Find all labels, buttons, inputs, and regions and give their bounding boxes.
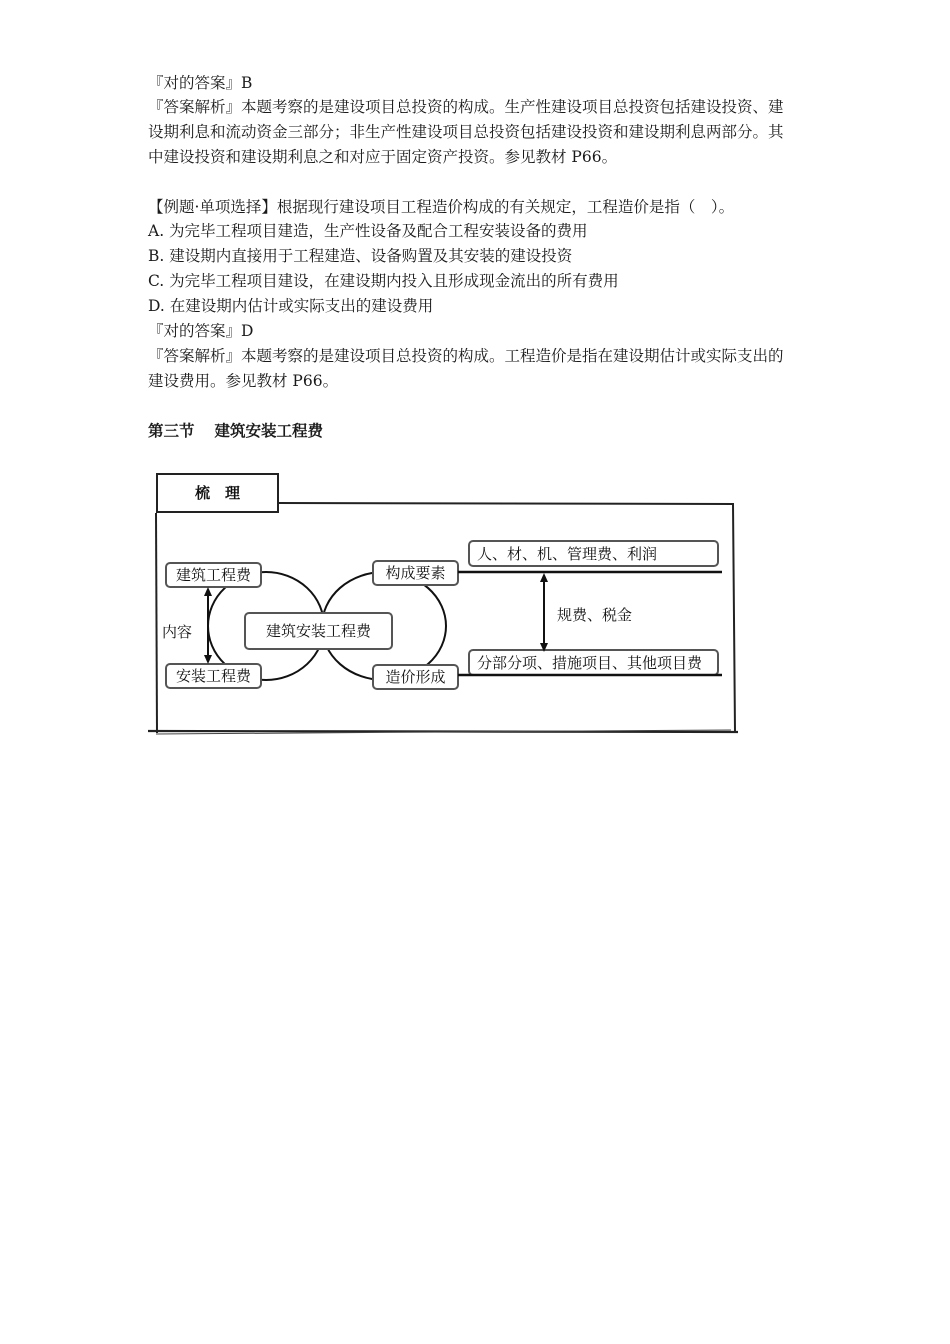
right-bottom-box: 分部分项、措施项目、其他项目费 xyxy=(477,653,703,672)
section-number: 第三节 xyxy=(148,422,195,440)
q2-stem: 【例题·单项选择】根据现行建设项目工程造价构成的有关规定，工程造价是指（ ）。 xyxy=(148,198,735,216)
right-middle-label: 规费、税金 xyxy=(557,606,633,624)
q2-option-a: A. 为完毕工程项目建造，生产性设备及配合工程安装设备的费用 xyxy=(148,222,588,240)
left-top-box: 建筑工程费 xyxy=(175,566,251,584)
diagram-tab-title: 梳 理 xyxy=(194,484,240,502)
q1-answer: 『对的答案』B xyxy=(148,74,253,92)
q2-option-d: D. 在建设期内估计或实际支出的建设费用 xyxy=(148,297,434,315)
mid-bottom-box: 造价形成 xyxy=(385,668,446,686)
q1-analysis-line-2: 设期利息和流动资金三部分；非生产性建设项目总投资包括建设投资和建设期利息两部分。其 xyxy=(148,123,784,141)
section-title: 建筑安装工程费 xyxy=(214,422,324,440)
left-side-label: 内容 xyxy=(162,623,193,641)
q1-analysis-line-3: 中建设投资和建设期利息之和对应于固定资产投资。参见教材 P66。 xyxy=(148,148,618,166)
right-top-box: 人、材、机、管理费、利润 xyxy=(477,544,658,563)
q2-option-b: B. 建设期内直接用于工程建造、设备购置及其安装的建设投资 xyxy=(148,247,573,265)
section-heading xyxy=(148,420,323,442)
overview-diagram xyxy=(146,468,746,740)
q2-answer: 『对的答案』D xyxy=(148,322,254,340)
q1-analysis-line-1: 『答案解析』本题考察的是建设项目总投资的构成。生产性建设项目总投资包括建设投资、建 xyxy=(148,98,784,116)
q2-analysis-line-1: 『答案解析』本题考察的是建设项目总投资的构成。工程造价是指在建设期估计或实际支出的 xyxy=(148,347,784,365)
center-box: 建筑安装工程费 xyxy=(265,622,371,640)
q2-analysis-line-2: 建设费用。参见教材 P66。 xyxy=(148,372,339,390)
mid-top-box: 构成要素 xyxy=(385,564,446,582)
q2-option-c: C. 为完毕工程项目建设，在建设期内投入且形成现金流出的所有费用 xyxy=(148,272,619,290)
left-bottom-box: 安装工程费 xyxy=(175,667,251,685)
